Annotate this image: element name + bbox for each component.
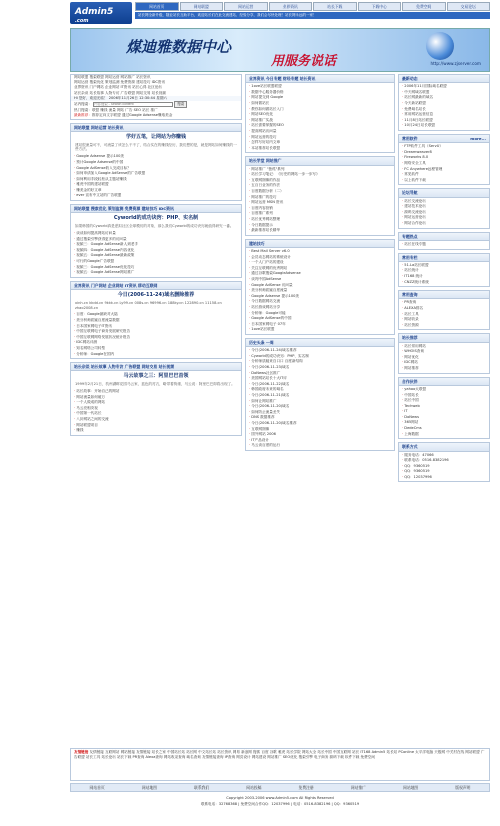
side-box	[398, 188, 490, 228]
footer-link[interactable]: 网站地图	[403, 784, 419, 790]
list-item[interactable]: · 谈判中国AdSense	[249, 277, 391, 283]
nav-item[interactable]: 网站运营	[224, 2, 268, 11]
list-item[interactable]: · 怎样写好站内文章	[249, 140, 391, 146]
list-item[interactable]: · CNZZ统计系统	[402, 280, 486, 286]
list-item[interactable]: · 常见软件	[402, 172, 486, 178]
list-item[interactable]: · 日本国家网电子IT资讯	[74, 324, 238, 330]
nav-item[interactable]: 网站首页	[135, 2, 179, 11]
notice-bar: 站长网全新升级，随业站长互助平台，欢迎站长们在此交流建站、经验分享，我们会尽快处理！站长网永远的一家！	[135, 12, 490, 19]
left-column	[70, 74, 242, 439]
list-item[interactable]: · 网站推广 "独孤"系列	[249, 167, 391, 173]
footer-link[interactable]: 网站投稿	[246, 784, 262, 790]
list-box	[245, 156, 395, 235]
list-item[interactable]: · 百度推广系列	[249, 211, 391, 217]
list-item[interactable]: · 一个人做成的网站	[74, 400, 238, 406]
list-item[interactable]: · 通过谷歌搜索GoogleAdsense	[249, 271, 391, 277]
list-item[interactable]: · 如何让网站推广	[249, 399, 391, 405]
list-item[interactable]: · IT	[402, 409, 486, 415]
lead-headline[interactable]: 学好五笔，让网站为你赚钱	[125, 133, 186, 140]
section-row[interactable]: 网站运营 搜索优化 策划监测 免费资源 建站技巧 IDC资讯	[74, 80, 166, 85]
list-item[interactable]: · 一个人门户站的建设	[249, 260, 391, 266]
list-item[interactable]: · Google Adsense 提示100美	[74, 154, 238, 160]
nav-item[interactable]: 免费空间	[402, 2, 446, 11]
list-item[interactable]: · 免费域名站长	[402, 107, 486, 113]
list-item[interactable]: · 网站推广的技巧	[249, 195, 391, 201]
banner-slogan: 用服务说话	[271, 54, 337, 69]
list-item[interactable]: · 今日(2006-11-22)域名	[249, 382, 391, 388]
list-item[interactable]: · 美分析师质疑百度流量	[249, 288, 391, 294]
list-item[interactable]: · 今日(2006-11-21)域名	[249, 393, 391, 399]
list-item[interactable]: · Google AdSense收入完成目标？	[74, 166, 238, 172]
footer-link[interactable]: 版权声明	[455, 784, 471, 790]
list-item[interactable]: · 百度内容营销	[249, 206, 391, 212]
box-title[interactable]: 论坛导航	[399, 189, 489, 197]
logo-text: Admin5	[75, 7, 114, 17]
list-item[interactable]: · 站长优秀网站整理	[249, 217, 391, 223]
list-item[interactable]: · 提高网站访问量	[249, 129, 391, 135]
links-text[interactable]: 友情链接 友情链接 互联网站 网站链接 友情链接 站长之家 中国站长站 站长网 中文站长站 站长资讯 网易 新浪网 搜狐 百度 谷歌 雅虎 站长学院 网站大全 站长中国 中国互联网 站长 IT168 Admin5 站长站 PConline 太平洋电脑 天极网 中关村在线 网站联盟 广告联盟 站长工具 站长论坛 站长下载 PR查询 Alexa查询 网站收录查询 域名查询 友情链接查询 IP查询 网页设计 网站建设 网站推广 SEO优化 搜索引擎 电子商务 源码下载 软件下载 免费空间	[74, 750, 485, 760]
list-item[interactable]: · 知名网络公司转型	[74, 346, 238, 352]
recommend-text[interactable]: 推荐定向文字联盟 通过Google Adsense赚取美金	[91, 113, 173, 118]
nav-item[interactable]: 下载中心	[358, 2, 402, 11]
side-box	[398, 232, 490, 250]
list-item[interactable]: · 如何申请加入Google AdSense的广告联盟	[74, 171, 238, 177]
list-item[interactable]: · 分析师：Google在国内	[74, 352, 238, 358]
nav-item[interactable]: 网站联盟	[180, 2, 224, 11]
list-item[interactable]: · 今日(2006-11-20)域名推荐	[249, 421, 391, 427]
article-box	[70, 362, 242, 436]
list-item[interactable]: · IT168 统计	[402, 274, 486, 280]
list-item[interactable]: · 中国站长	[402, 393, 486, 399]
box-title[interactable]: 历史头条 一周	[246, 339, 394, 347]
nav-item[interactable]: 业界资讯	[269, 2, 313, 11]
list-item[interactable]: · 赚美金的好文章	[74, 188, 238, 194]
list-item[interactable]: · 站长常用网站	[402, 344, 486, 350]
section-row[interactable]: 业界资讯 门户网站 企业网站 IT资讯 站长心得 社区论坛	[74, 85, 163, 90]
list-item[interactable]: · 互联网图像的作品	[249, 178, 391, 184]
box-title[interactable]: 专题热点	[399, 233, 489, 241]
list-item[interactable]: · 马云亮相央视	[74, 406, 238, 412]
footer-link[interactable]: 网站首页	[89, 784, 105, 790]
list-item[interactable]: · 建站技术论坛	[402, 204, 486, 210]
list-item[interactable]: · Google AdSense 访问量	[249, 283, 391, 289]
box-title: 常用软件 more...	[399, 135, 489, 143]
list-item[interactable]: · Cyworld的成功诀窍：PHP、实名制	[249, 354, 391, 360]
middle-column	[245, 74, 395, 454]
list-item[interactable]: · 马云谈百度的运行	[249, 443, 391, 449]
list-item[interactable]: · ever 宣布中文站的广告联盟	[74, 193, 238, 199]
list-item[interactable]: · 美分析师质疑百度流量数据	[74, 318, 238, 324]
side-box	[398, 74, 490, 131]
list-item[interactable]: · 源码交流论坛	[402, 210, 486, 216]
list-item[interactable]: · ALEXA排名	[402, 306, 486, 312]
list-item[interactable]: · 站长游戏网站分享	[249, 305, 391, 311]
list-item[interactable]: · 站长学习笔记：《历史的网站一步一步写》	[249, 172, 391, 178]
banner-url: http://www.zjserver.com	[430, 61, 481, 66]
list-item[interactable]: · 百度数据分析（二）	[249, 189, 391, 195]
list-item[interactable]: · 站长统计	[402, 268, 486, 274]
site-logo[interactable]	[70, 2, 132, 24]
list-item[interactable]: · 网站运营论坛	[402, 215, 486, 221]
list-item[interactable]: · 站长中国	[402, 398, 486, 404]
list-item[interactable]: · 教你如何做站长入门	[249, 107, 391, 113]
list-item[interactable]: · FC Anywhere远程管理	[402, 167, 486, 173]
section-row[interactable]: 站长杂谈 站长故事 人物专访 广告联盟 网站交易 站长视频	[74, 90, 166, 95]
list-item[interactable]: · 站长网最新的域名	[402, 95, 486, 101]
list-item[interactable]: · 互联网图像	[249, 427, 391, 433]
footer-link[interactable]: 联系我们	[194, 784, 210, 790]
footer-nav	[70, 783, 490, 792]
list-item[interactable]: · 1ove站长联盟联盟	[249, 84, 391, 90]
list-item[interactable]: · 雅虎中国的建站联盟	[74, 182, 238, 188]
list-item[interactable]: · 今日(2006-11-24)域名推荐	[249, 348, 391, 354]
list-item: · QQ：9360519	[402, 464, 486, 470]
list-item: · QQ：12037996	[402, 475, 486, 481]
list-item[interactable]: · 韩国政府未来的域名	[249, 387, 391, 393]
lead-headline[interactable]: 今日(2006-11-24)域名删除推荐	[117, 291, 195, 298]
list-item[interactable]: · 今日(2006-11-23)域名	[249, 365, 391, 371]
list-item[interactable]: · 站长需要掌握的SEO	[249, 123, 391, 129]
recommend-label: 最新推荐：	[74, 113, 92, 118]
list-item[interactable]: · 谈谈如何提高网站访问量	[74, 231, 238, 237]
banner-title: 煤迪雅数据中心	[126, 38, 232, 56]
hot-items[interactable]: 联盟 赚钱 流量 网站 广告 SEO 站长 推广	[91, 108, 158, 113]
list-item[interactable]: · 常用网站运营信息	[402, 112, 486, 118]
search-label: 站内搜索：	[74, 102, 92, 107]
side-box	[398, 134, 490, 185]
list-item[interactable]: · 视频三：Google AdSense优化技巧	[74, 265, 238, 271]
lead-summary: 1999年2月21日，杭州湖畔花园马云家，蓝色的衬衣，略带着拘谨，马云说：阿里巴巴即将出现了。	[75, 382, 235, 387]
footer-link[interactable]: 网站推广	[350, 784, 366, 790]
box-title[interactable]: 常用专栏	[399, 254, 489, 262]
list-item[interactable]: · 视频四：Google AdSense内容优化	[74, 248, 238, 254]
list-item[interactable]: · 365网站	[402, 420, 486, 426]
list-item[interactable]: · 11月8日站长联盟	[402, 118, 486, 124]
list-item[interactable]: · 51.La站长联盟	[402, 263, 486, 269]
list-item[interactable]: · 网站推广实战	[249, 118, 391, 124]
list-item: · QQ：9360519	[402, 469, 486, 475]
logo-sub: .com	[75, 18, 89, 24]
list-item[interactable]: · 八卦网站之间的交流	[74, 417, 238, 423]
list-item[interactable]: · 以上软件下载	[402, 178, 486, 184]
box-title[interactable]: 建站技巧	[246, 240, 394, 248]
list-item[interactable]: · IDC网站评测	[74, 340, 238, 346]
list-item[interactable]: · 10月24日站长联盟	[402, 123, 486, 129]
box-title[interactable]: 网站联盟 搜索优化 策划监测 免费资源 建站技巧 IDC资讯	[71, 205, 241, 213]
list-item[interactable]: · 今日数据提示	[249, 223, 391, 229]
copyright	[70, 795, 490, 807]
section-links	[70, 74, 242, 120]
list-item[interactable]: · 2006年11月国际域名联盟	[402, 84, 486, 90]
list-item[interactable]: · DNS 数据推荐	[249, 415, 391, 421]
list-item[interactable]: · 如何做站长	[249, 101, 391, 107]
list-item[interactable]: · 分析师质疑来自口口 百度新结构	[249, 359, 391, 365]
list-item[interactable]: · 如何利用手段轻松从主题站赚钱	[74, 177, 238, 183]
list-item[interactable]: · 站长交流论坛	[402, 199, 486, 205]
list-item[interactable]: · 最新推荐站长精华	[249, 228, 391, 234]
list-item[interactable]: · 网站联盟项目	[74, 423, 238, 429]
list-item[interactable]: · 网站SEO优化	[249, 112, 391, 118]
list-item[interactable]: · 分析师：Google可能	[249, 311, 391, 317]
list-box	[245, 74, 395, 153]
list-item[interactable]: · 视频五：Google AdSense网站推广	[74, 270, 238, 276]
list-item[interactable]: · 网站提交到 Google	[249, 95, 391, 101]
lead-summary: 建站很流量可不，可流量了该怎么干不了，结合实在的赚钱经历，我们想的是，就是网站如何赚钱的一些方法。	[75, 142, 237, 152]
list-item[interactable]: · 今天新站联盟	[402, 101, 486, 107]
list-item[interactable]: · 视频三：Google AdSense新人到老手	[74, 242, 238, 248]
list-item[interactable]: · 网站推荐	[402, 366, 486, 372]
list-item[interactable]: · 网站流量如何破万	[74, 395, 238, 401]
top-nav	[135, 2, 490, 11]
list-item[interactable]: · IDC网站	[402, 360, 486, 366]
list-item[interactable]: · 本站推荐站长联盟	[249, 146, 391, 152]
list-box	[245, 338, 395, 451]
list-item[interactable]: · 五百日业务的作法	[249, 183, 391, 189]
list-item[interactable]: · Google Adsense 提示100美	[249, 294, 391, 300]
list-item[interactable]: · 国外网站 2006	[249, 432, 391, 438]
box-title[interactable]: 常用查询	[399, 291, 489, 299]
globe-icon	[426, 32, 454, 60]
article-box	[70, 123, 242, 201]
list-item[interactable]: · 网站运营的技巧	[249, 135, 391, 141]
list-item[interactable]: · 中天网域名联盟	[402, 90, 486, 96]
links-box	[70, 748, 490, 781]
side-box	[398, 377, 490, 440]
list-item[interactable]: · 网络安全工具	[402, 161, 486, 167]
list-item[interactable]: · 网站收录	[402, 317, 486, 323]
search-row	[71, 101, 241, 108]
list-item[interactable]: · 站长工具	[402, 312, 486, 318]
box-title[interactable]: 站长杂谈 站长故事 人物专访 广告联盟 网站交易 站长视频	[71, 363, 241, 371]
box-title[interactable]: 最新动态	[399, 75, 489, 83]
side-box	[398, 290, 490, 330]
list-item[interactable]: · 会员动态网站的系统设计	[249, 255, 391, 261]
lead-summary: 如果韩国的Cyworld真是虚拟社区全球模仿的对象，那么我们Cyworld的成功诀窍就值得研究一番。	[75, 224, 234, 229]
box-title[interactable]: 合作伙伴	[399, 378, 489, 386]
list-item[interactable]: · DedeCms	[402, 426, 486, 432]
side-box	[398, 442, 490, 482]
list-item[interactable]: · 关注互联网的优秀网站	[249, 266, 391, 272]
list-item[interactable]: · yahoo大联盟	[402, 387, 486, 393]
list-item[interactable]: · DoNews	[402, 415, 486, 421]
list-item: · 联系电话：0516-8382196	[402, 458, 486, 464]
article-box	[70, 281, 242, 359]
list-item[interactable]: · 中国互联网电子商务发展研究报告	[74, 329, 238, 335]
more-link[interactable]: more...	[470, 136, 486, 142]
box-title[interactable]: 站长推荐	[399, 334, 489, 342]
list-item[interactable]: · 百度：Google最缺对大陆	[74, 312, 238, 318]
list-item[interactable]: · 中国互联网网络发展状况统计报告	[74, 335, 238, 341]
list-item[interactable]: · 上海数据	[402, 432, 486, 438]
welcome-text: Hi 您好，欢迎光临！ 2006年11月26日 12:30:44 星期六	[71, 96, 241, 101]
hot-label: 热门搜索：	[74, 108, 92, 113]
box-title[interactable]: 业界资讯 门户网站 企业网站 IT资讯 移动互联网	[71, 282, 241, 290]
footer-link[interactable]: 网站地图	[141, 784, 157, 790]
search-button[interactable]: 搜索	[174, 101, 187, 108]
list-item[interactable]: · 网站运营 MSN 资讯	[249, 200, 391, 206]
list-item[interactable]: · Dreamweaver8	[402, 150, 486, 156]
lead-headline[interactable]: Cyworld的成功诀窍：PHP、实名制	[113, 215, 199, 222]
recommend-row	[71, 113, 241, 118]
list-item[interactable]: · 网站合作论坛	[402, 221, 486, 227]
right-column	[398, 74, 490, 485]
list-item[interactable]: · 中国第一代站长	[74, 411, 238, 417]
nav-item[interactable]: 交易论坛	[447, 2, 491, 11]
section-row[interactable]: 网站联盟 搜索联盟 网站运营 网站推广 站长资讯	[74, 75, 151, 79]
list-item[interactable]: · PR查询	[402, 300, 486, 306]
copyright-text: Copyright 2003-2006 www.Admin5.com All Rights Reserved	[226, 796, 334, 800]
article-box	[70, 204, 242, 278]
list-item[interactable]: · 美国网站站长十大IT评	[249, 376, 391, 382]
list-item[interactable]: · 今日数据网站交流	[249, 299, 391, 305]
box-title[interactable]: 业界资讯 今日专题 财经专题 站长资讯	[246, 75, 394, 83]
list-item[interactable]: · 网站优化	[402, 355, 486, 361]
list-item[interactable]: · Fireworks 8.0	[402, 155, 486, 161]
list-item[interactable]: · 1ove站长联盟	[249, 327, 391, 333]
friend-links	[70, 748, 490, 784]
list-item[interactable]: · DoNews社区推广	[249, 371, 391, 377]
list-box	[245, 239, 395, 335]
list-item[interactable]: · 数据中心服务器价格	[249, 90, 391, 96]
nav-item[interactable]: 站长下载	[313, 2, 357, 11]
box-title[interactable]: 联系方式	[399, 443, 489, 451]
list-item[interactable]: · Best Mail Server v6.0	[249, 249, 391, 255]
list-item[interactable]: · WHOIS查询	[402, 349, 486, 355]
list-item[interactable]: · 可行的Google广告联盟	[74, 259, 238, 265]
search-input[interactable]	[93, 102, 173, 107]
list-item[interactable]: · IT产品设计	[249, 438, 391, 444]
list-item[interactable]: · Techweb	[402, 404, 486, 410]
lead-summary: xinh.cn kkdd.cn 9kkk.cn Ly99.cn 008s.cn 96996.cn 188ky.cn 122890.cn 11158.cn zhao2008.cn	[75, 300, 222, 310]
list-item[interactable]: · 站长故事：开始自己的网站	[74, 389, 238, 395]
list-item[interactable]: · 站长资源	[402, 323, 486, 329]
box-title[interactable]: 网站联盟 网站运营 站长资讯	[71, 124, 241, 132]
side-box	[398, 333, 490, 373]
list-item[interactable]: · 如何防止流量丢失	[249, 410, 391, 416]
list-item[interactable]: · 今日(2006-11-20)域名	[249, 404, 391, 410]
list-item[interactable]: · 站长在线专题	[402, 242, 486, 248]
lead-headline[interactable]: 马云故事之三：阿里巴巴首领	[123, 373, 189, 380]
side-box	[398, 253, 490, 288]
list-item[interactable]: · 预计Google Adsense的中国	[74, 160, 238, 166]
list-item: · 服务电话：47066	[402, 453, 486, 459]
banner[interactable]	[70, 28, 490, 72]
list-item[interactable]: · Google AdSense的中国	[249, 316, 391, 322]
list-item[interactable]: · FTP软件工具（ServU）	[402, 144, 486, 150]
list-item[interactable]: · 赚钱	[74, 428, 238, 434]
footer-link[interactable]: 免费注册	[298, 784, 314, 790]
box-title[interactable]: 站长学堂 网站推广	[246, 157, 394, 165]
list-item[interactable]: · 视频五：Google AdSense最新政策	[74, 253, 238, 259]
list-item[interactable]: · 日本国家网电子 07年	[249, 322, 391, 328]
contact-text: 联系电话：32768368 | 免费空间合作QQ：12037996 | 电话：0516-8382196 | QQ：9360519	[200, 802, 360, 806]
list-item[interactable]: · 通过搜索引擎获得更多的访问量	[74, 237, 238, 243]
